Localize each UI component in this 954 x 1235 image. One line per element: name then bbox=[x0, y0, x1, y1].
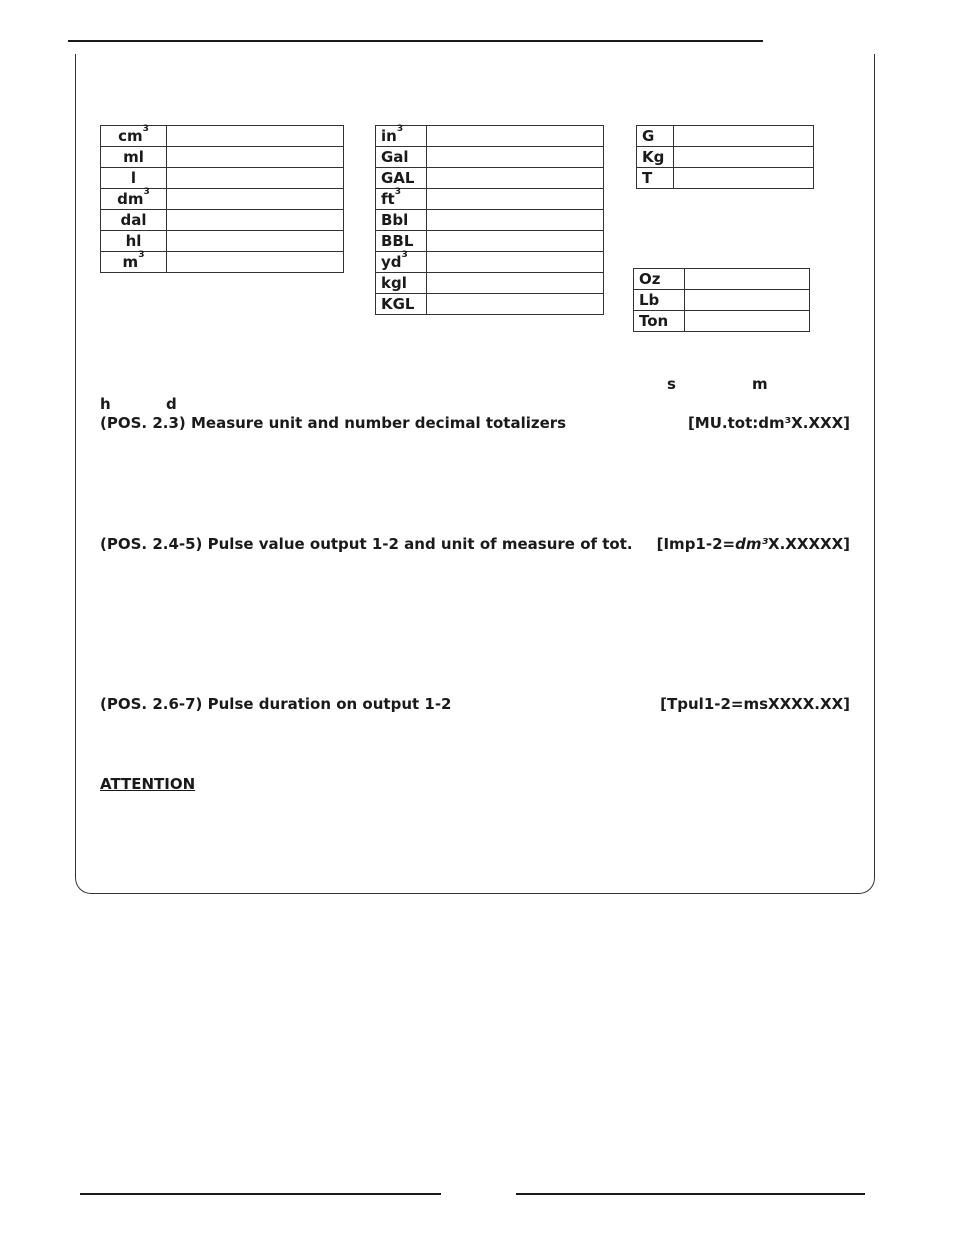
unit-label: Oz bbox=[634, 269, 685, 290]
pos23-title: (POS. 2.3) Measure unit and number decimal totalizers bbox=[100, 414, 567, 432]
unit-label bbox=[376, 210, 427, 231]
unit-base: GAL bbox=[381, 169, 415, 187]
unit-value-cell bbox=[674, 168, 814, 189]
unit-value-cell bbox=[685, 290, 810, 311]
unit-base: kgl bbox=[381, 274, 407, 292]
unit-label bbox=[101, 168, 167, 189]
pos23-code: [MU.tot:dm³X.XXX] bbox=[687, 414, 850, 432]
unit-row bbox=[637, 168, 814, 189]
footer-rule-right bbox=[516, 1193, 865, 1195]
unit-value-cell bbox=[167, 168, 344, 189]
unit-exponent: 3 bbox=[138, 250, 145, 260]
unit-row bbox=[376, 294, 604, 315]
unit-label: Kg bbox=[637, 147, 674, 168]
unit-row bbox=[101, 168, 344, 189]
unit-value-cell bbox=[167, 210, 344, 231]
unit-label bbox=[376, 231, 427, 252]
unit-row bbox=[376, 189, 604, 210]
unit-base: dal bbox=[120, 211, 147, 229]
unit-exponent: 3 bbox=[142, 124, 149, 134]
unit-base: l bbox=[130, 169, 137, 187]
fragment-d: d bbox=[166, 395, 177, 413]
unit-base: cm bbox=[118, 127, 143, 145]
unit-value-cell bbox=[427, 210, 604, 231]
unit-label: Lb bbox=[634, 290, 685, 311]
fragment-m: m bbox=[752, 375, 768, 393]
unit-label bbox=[376, 189, 427, 210]
unit-row bbox=[637, 126, 814, 147]
unit-base: dm bbox=[117, 190, 144, 208]
unit-value-cell bbox=[427, 273, 604, 294]
unit-row bbox=[101, 189, 344, 210]
unit-row bbox=[376, 273, 604, 294]
unit-row bbox=[376, 252, 604, 273]
unit-value-cell bbox=[674, 147, 814, 168]
unit-value-cell bbox=[427, 294, 604, 315]
unit-value-cell bbox=[167, 147, 344, 168]
unit-exponent: 3 bbox=[396, 124, 404, 134]
unit-base: ft bbox=[381, 190, 395, 208]
unit-exponent: 3 bbox=[143, 187, 150, 197]
attention-heading: ATTENTION bbox=[100, 775, 196, 793]
unit-base: Gal bbox=[381, 148, 409, 166]
fragment-s: s bbox=[667, 375, 676, 393]
unit-exponent: 3 bbox=[394, 187, 401, 197]
footer-rule-left bbox=[80, 1193, 441, 1195]
unit-label bbox=[376, 294, 427, 315]
unit-row bbox=[101, 210, 344, 231]
unit-label bbox=[376, 168, 427, 189]
unit-base: BBL bbox=[381, 232, 414, 250]
unit-base: ml bbox=[123, 148, 144, 166]
pos245-title: (POS. 2.4-5) Pulse value output 1-2 and unit of measure of tot. bbox=[100, 535, 633, 553]
unit-value-cell bbox=[685, 311, 810, 332]
unit-row bbox=[376, 231, 604, 252]
unit-base: KGL bbox=[381, 295, 415, 313]
pos267-code: [Tpul1-2=msXXXX.XX] bbox=[660, 695, 850, 713]
unit-base: hl bbox=[125, 232, 142, 250]
unit-value-cell bbox=[427, 189, 604, 210]
imperial-volume-table bbox=[375, 125, 604, 315]
unit-base: m bbox=[122, 253, 139, 271]
unit-value-cell bbox=[674, 126, 814, 147]
unit-row bbox=[634, 290, 810, 311]
unit-row bbox=[101, 231, 344, 252]
unit-row bbox=[101, 147, 344, 168]
unit-label bbox=[101, 189, 167, 210]
unit-row bbox=[376, 168, 604, 189]
unit-value-cell bbox=[167, 189, 344, 210]
unit-label bbox=[101, 231, 167, 252]
unit-value-cell bbox=[427, 168, 604, 189]
unit-row bbox=[376, 147, 604, 168]
unit-value-cell bbox=[167, 231, 344, 252]
unit-value-cell bbox=[427, 252, 604, 273]
unit-base: in bbox=[381, 127, 397, 145]
unit-label bbox=[101, 147, 167, 168]
unit-row bbox=[637, 147, 814, 168]
unit-label bbox=[376, 252, 427, 273]
header-rule bbox=[68, 40, 763, 42]
unit-value-cell bbox=[167, 126, 344, 147]
imperial-mass-table bbox=[633, 268, 810, 332]
unit-value-cell bbox=[167, 252, 344, 273]
unit-row bbox=[101, 126, 344, 147]
unit-value-cell bbox=[427, 231, 604, 252]
metric-mass-table bbox=[636, 125, 814, 189]
unit-label: G bbox=[637, 126, 674, 147]
unit-base: Bbl bbox=[381, 211, 409, 229]
pos245-code: [Imp1-2=dm³X.XXXXX] bbox=[656, 535, 850, 553]
unit-row bbox=[634, 269, 810, 290]
unit-label bbox=[376, 273, 427, 294]
metric-volume-table bbox=[100, 125, 344, 273]
unit-label bbox=[101, 210, 167, 231]
unit-value-cell bbox=[685, 269, 810, 290]
unit-label bbox=[101, 252, 167, 273]
unit-row bbox=[634, 311, 810, 332]
unit-label bbox=[101, 126, 167, 147]
unit-base: yd bbox=[381, 253, 402, 271]
unit-label bbox=[376, 147, 427, 168]
unit-label: Ton bbox=[634, 311, 685, 332]
unit-value-cell bbox=[427, 147, 604, 168]
unit-label bbox=[376, 126, 427, 147]
unit-value-cell bbox=[427, 126, 604, 147]
unit-label: T bbox=[637, 168, 674, 189]
pos267-title: (POS. 2.6-7) Pulse duration on output 1-2 bbox=[100, 695, 452, 713]
unit-exponent: 3 bbox=[401, 250, 408, 260]
unit-row bbox=[376, 210, 604, 231]
unit-row bbox=[101, 252, 344, 273]
fragment-h: h bbox=[100, 395, 111, 413]
unit-row bbox=[376, 126, 604, 147]
